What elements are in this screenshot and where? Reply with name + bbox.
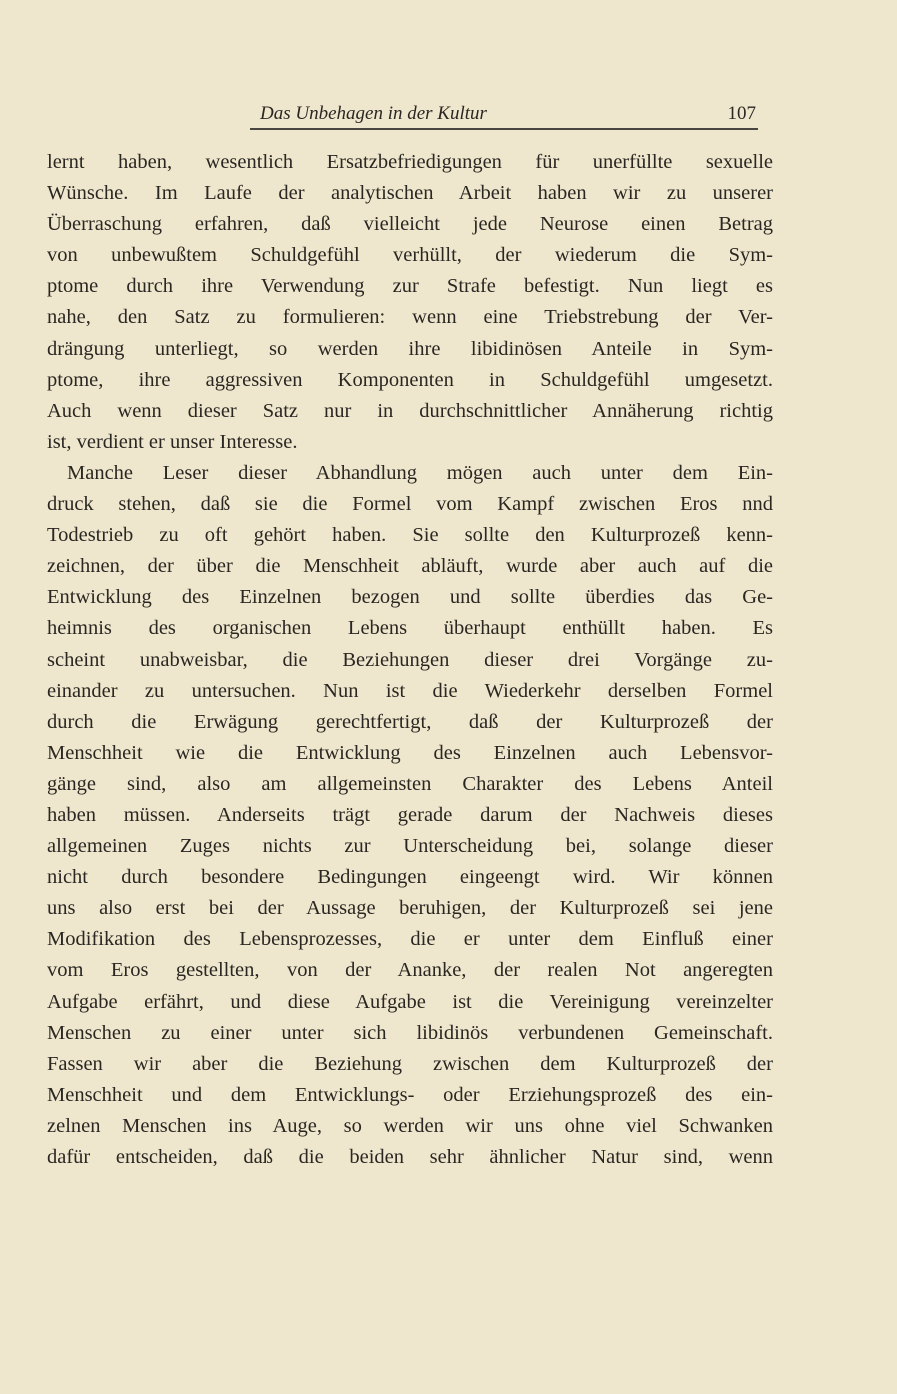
- header-rule: [250, 128, 758, 130]
- text-line: drängung unterliegt, so werden ihre libidinösen Anteile in Sym-: [47, 337, 773, 360]
- text-line: einander zu untersuchen. Nun ist die Wiederkehr derselben Formel: [47, 679, 773, 702]
- text-line: lernt haben, wesentlich Ersatzbefriedigungen für unerfüllte sexuelle: [47, 151, 773, 173]
- text-line: Menschen zu einer unter sich libidinös verbundenen Gemeinschaft.: [47, 1021, 773, 1044]
- text-line: nahe, den Satz zu formulieren: wenn eine Triebstrebung der Ver-: [47, 306, 773, 329]
- text-line: Überraschung erfahren, daß vielleicht jede Neurose einen Betrag: [47, 213, 773, 236]
- text-line: Fassen wir aber die Beziehung zwischen dem Kulturprozeß der: [47, 1052, 773, 1075]
- running-header: [250, 101, 756, 129]
- text-line: Menschheit und dem Entwicklungs- oder Erziehungsprozeß des ein-: [47, 1083, 773, 1106]
- text-line: Auch wenn dieser Satz nur in durchschnittlicher Annäherung richtig: [47, 399, 773, 422]
- paragraph: [47, 147, 773, 458]
- text-line: scheint unabweisbar, die Beziehungen dieser drei Vorgänge zu-: [47, 648, 773, 671]
- text-line: Entwicklung des Einzelnen bezogen und sollte überdies das Ge-: [47, 586, 773, 609]
- text-line: gänge sind, also am allgemeinsten Charakter des Lebens Anteil: [47, 772, 773, 795]
- text-line: Aufgabe erfährt, und diese Aufgabe ist die Vereinigung vereinzelter: [47, 990, 773, 1013]
- text-line: Menschheit wie die Entwicklung des Einzelnen auch Lebensvor-: [47, 741, 773, 764]
- text-line: zeichnen, der über die Menschheit abläuft, wurde aber auch auf die: [47, 555, 773, 578]
- body-text: [47, 147, 773, 1173]
- text-line: durch die Erwägung gerechtfertigt, daß der Kulturprozeß der: [47, 710, 773, 733]
- text-line: ptome, ihre aggressiven Komponenten in Schuldgefühl umgesetzt.: [47, 368, 773, 391]
- text-line: uns also erst bei der Aussage beruhigen, der Kulturprozeß sei jene: [47, 897, 773, 920]
- running-title: Das Unbehagen in der Kultur: [260, 103, 487, 124]
- text-line: Manche Leser dieser Abhandlung mögen auch unter dem Ein-: [67, 461, 773, 484]
- text-line: zelnen Menschen ins Auge, so werden wir uns ohne viel Schwanken: [47, 1114, 773, 1137]
- page-number: 107: [727, 103, 756, 124]
- text-line: heimnis des organischen Lebens überhaupt enthüllt haben. Es: [47, 617, 773, 640]
- text-line: druck stehen, daß sie die Formel vom Kampf zwischen Eros nnd: [47, 493, 773, 516]
- text-line: Wünsche. Im Laufe der analytischen Arbeit haben wir zu unserer: [47, 182, 773, 205]
- text-line: Todestrieb zu oft gehört haben. Sie sollte den Kulturprozeß kenn-: [47, 524, 773, 547]
- text-line: vom Eros gestellten, von der Ananke, der realen Not angeregten: [47, 959, 773, 982]
- text-line: ist, verdient er unser Interesse.: [47, 430, 298, 453]
- text-line: Modifikation des Lebensprozesses, die er unter dem Einfluß einer: [47, 928, 773, 951]
- text-line: haben müssen. Anderseits trägt gerade darum der Nachweis dieses: [47, 803, 773, 826]
- text-line: von unbewußtem Schuldgefühl verhüllt, der wiederum die Sym-: [47, 244, 773, 267]
- text-line: ptome durch ihre Verwendung zur Strafe befestigt. Nun liegt es: [47, 275, 773, 298]
- text-line: nicht durch besondere Bedingungen eingeengt wird. Wir können: [47, 866, 773, 889]
- text-line: dafür entscheiden, daß die beiden sehr ähnlicher Natur sind, wenn: [47, 1146, 773, 1168]
- paragraph: [47, 458, 773, 1173]
- text-line: allgemeinen Zuges nichts zur Unterscheidung bei, solange dieser: [47, 835, 773, 858]
